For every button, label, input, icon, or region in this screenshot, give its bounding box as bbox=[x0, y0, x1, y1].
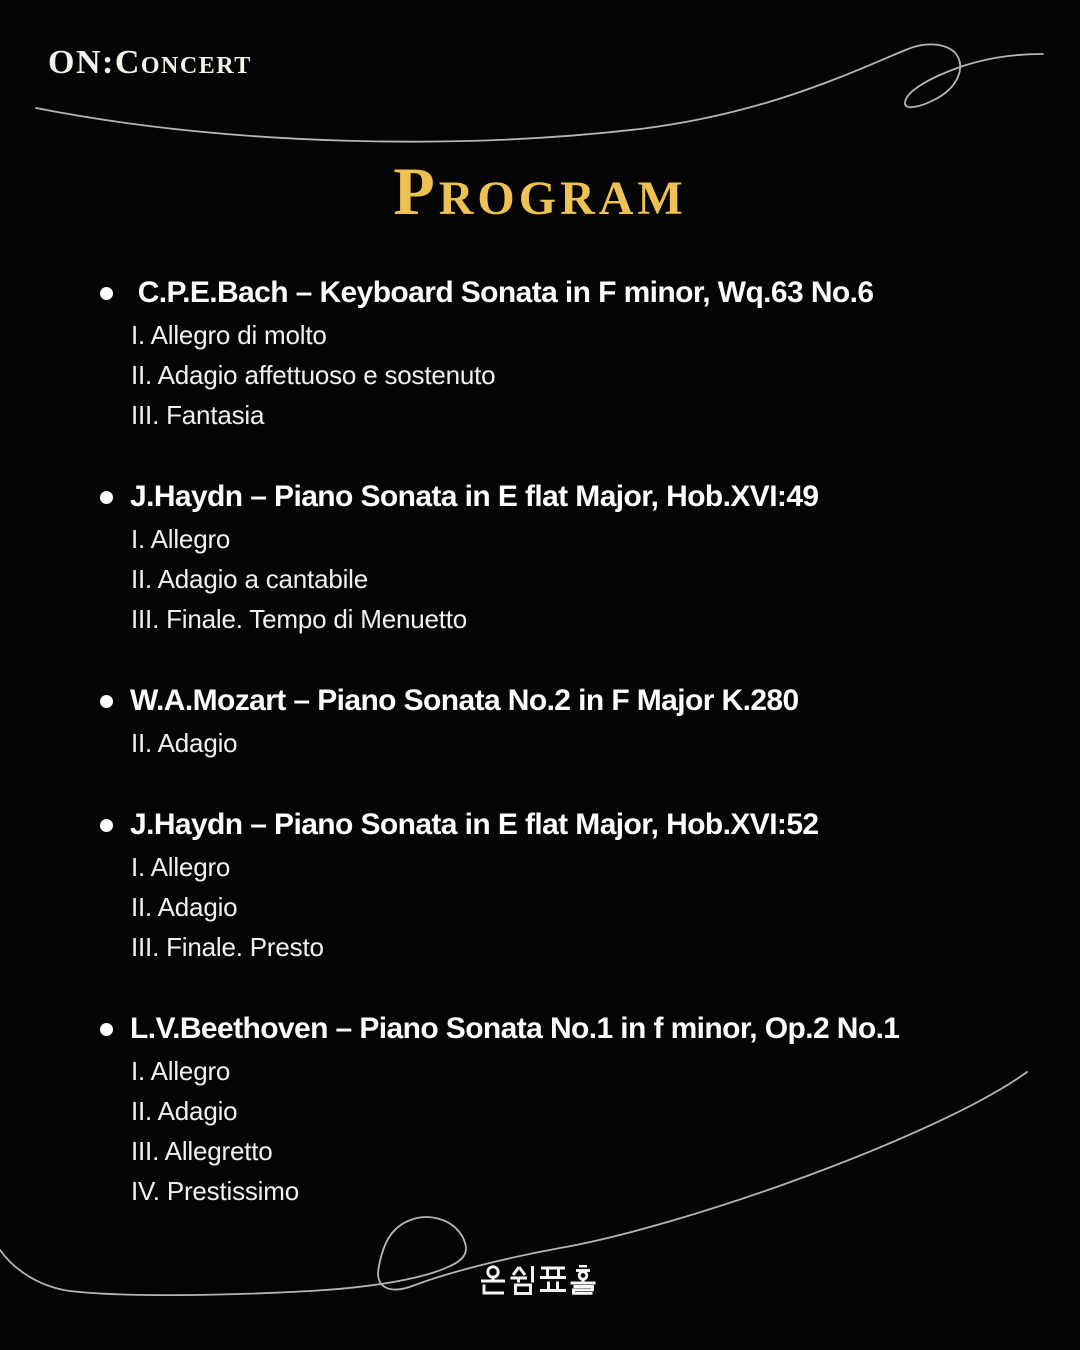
movement: II. Adagio a cantabile bbox=[131, 564, 369, 594]
bullet-icon bbox=[100, 819, 113, 832]
bullet-icon bbox=[100, 491, 113, 504]
bullet-icon bbox=[100, 287, 113, 300]
program-item bbox=[100, 271, 1040, 435]
venue-name bbox=[478, 1265, 602, 1296]
movement: III. Fantasia bbox=[131, 400, 265, 430]
movement: I. Allegro di molto bbox=[131, 320, 327, 350]
page-title: Program bbox=[393, 153, 687, 229]
venue-hangul-glyphs bbox=[478, 1265, 602, 1296]
program-item bbox=[100, 803, 1040, 967]
work-row bbox=[100, 271, 1040, 315]
movement: II. Adagio bbox=[131, 1096, 238, 1126]
program-item bbox=[100, 679, 1040, 763]
program-list bbox=[100, 271, 1040, 1251]
movement: I. Allegro bbox=[131, 1056, 231, 1086]
program-item bbox=[100, 1007, 1040, 1211]
movement: I. Allegro bbox=[131, 852, 231, 882]
movement: III. Allegretto bbox=[131, 1136, 273, 1166]
work-row bbox=[100, 1007, 1040, 1051]
movement: I. Allegro bbox=[131, 524, 231, 554]
program-item bbox=[100, 475, 1040, 639]
bullet-icon bbox=[100, 695, 113, 708]
work-title: J.Haydn – Piano Sonata in E flat Major, Hob.XVI:52 bbox=[130, 808, 819, 841]
work-title: J.Haydn – Piano Sonata in E flat Major, Hob.XVI:49 bbox=[130, 480, 819, 513]
work-row bbox=[100, 679, 1040, 723]
movement: III. Finale. Presto bbox=[131, 932, 324, 962]
work-title: L.V.Beethoven – Piano Sonata No.1 in f minor, Op.2 No.1 bbox=[130, 1012, 900, 1045]
brand-logo: ON:Concert bbox=[48, 44, 252, 81]
work-title: W.A.Mozart – Piano Sonata No.2 in F Major K.280 bbox=[130, 684, 799, 717]
movement: IV. Prestissimo bbox=[131, 1176, 299, 1206]
bullet-icon bbox=[100, 1023, 113, 1036]
work-row bbox=[100, 803, 1040, 847]
movement: II. Adagio bbox=[131, 892, 238, 922]
movement: III. Finale. Tempo di Menuetto bbox=[131, 604, 468, 634]
work-row bbox=[100, 475, 1040, 519]
work-title: C.P.E.Bach – Keyboard Sonata in F minor, Wq.63 No.6 bbox=[130, 276, 874, 309]
movement: II. Adagio affettuoso e sostenuto bbox=[131, 360, 496, 390]
movement: II. Adagio bbox=[131, 728, 238, 758]
